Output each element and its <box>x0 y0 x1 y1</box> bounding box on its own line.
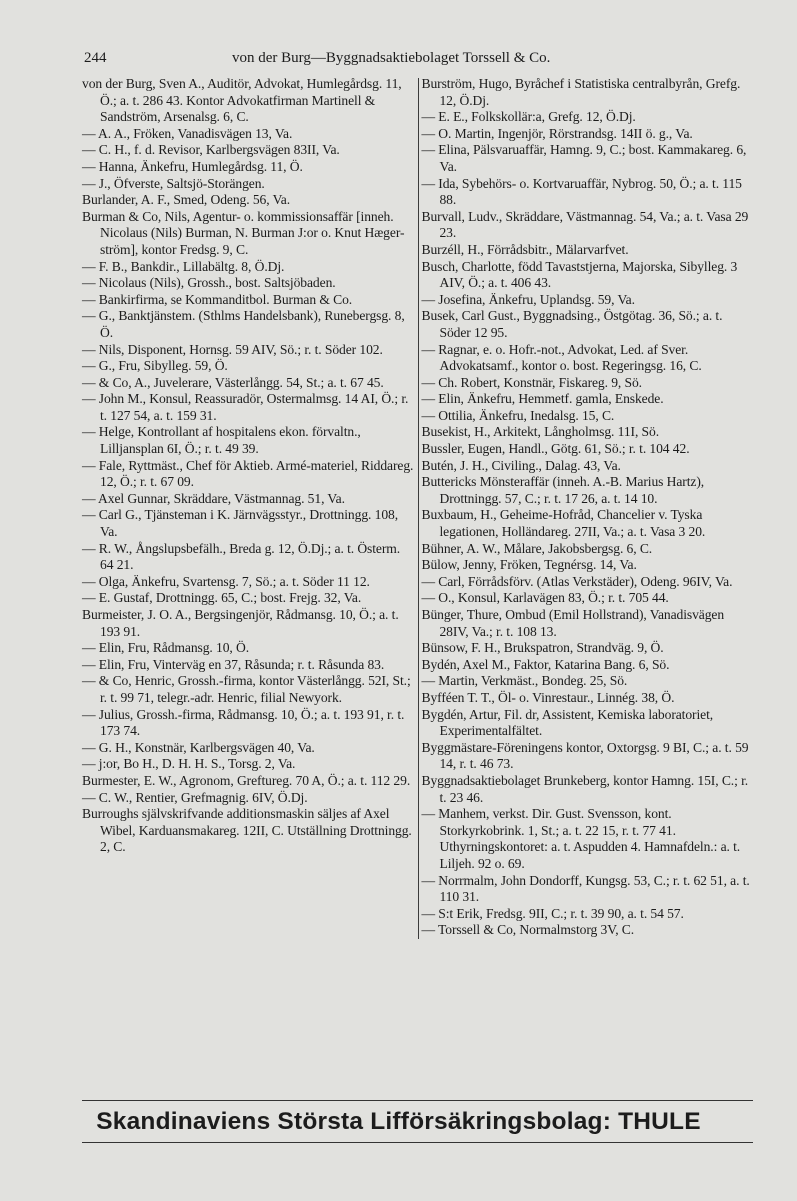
directory-entry: — Axel Gunnar, Skräddare, Västmannag. 51, Va. <box>82 490 345 506</box>
page-number: 244 <box>84 50 107 66</box>
directory-entry: — Manhem, verkst. Dir. Gust. Svensson, kont. Storkyrkobrink. 1, St.; a. t. 22 15, r. t. 77 41. Uthyrningskontoret: a. t. Aspudden 4. Hamnafdeln.: a. t. Liljeh. 92 o. 69. <box>421 806 741 871</box>
directory-entry: — & Co, A., Juvelerare, Västerlångg. 54, St.; a. t. 67 45. <box>82 374 384 390</box>
page-header <box>82 50 753 74</box>
directory-entry: — Josefina, Änkefru, Uplandsg. 59, Va. <box>421 291 635 307</box>
directory-entry: Burström, Hugo, Byråchef i Statistiska centralbyrån, Grefg. 12, Ö.Dj. <box>421 76 741 108</box>
directory-entry: — Olga, Änkefru, Svartensg. 7, Sö.; a. t. Söder 11 12. <box>82 573 370 589</box>
directory-entry: — J., Öfverste, Saltsjö-Storängen. <box>82 175 265 191</box>
directory-entry: — G., Fru, Sibylleg. 59, Ö. <box>82 358 228 374</box>
directory-entry: — C. W., Rentier, Grefmagnig. 6IV, Ö.Dj. <box>82 789 308 805</box>
banner-top-rule <box>82 1100 753 1101</box>
directory-entry: — G., Banktjänstem. (Sthlms Handelsbank), Runebergsg. 8, Ö. <box>82 308 405 340</box>
directory-entry: — Ragnar, e. o. Hofr.-not., Advokat, Led. af Sver. Advokatsamf., kontor o. bost. Regeringsg. 16, C. <box>421 341 702 374</box>
directory-entry: Bülow, Jenny, Fröken, Tegnérsg. 14, Va. <box>421 557 637 573</box>
directory-entry: Busek, Carl Gust., Byggnadsing., Östgötag. 36, Sö.; a. t. Söder 12 95. <box>421 308 723 340</box>
directory-entry: Bydén, Axel M., Faktor, Katarina Bang. 6, Sö. <box>421 656 670 672</box>
left-column <box>82 76 414 939</box>
directory-entry: — A. A., Fröken, Vanadisvägen 13, Va. <box>82 125 293 141</box>
directory-entry: Burlander, A. F., Smed, Odeng. 56, Va. <box>82 192 291 208</box>
directory-entry: Byggnadsaktiebolaget Brunkeberg, kontor Hamng. 15I, C.; r. t. 23 46. <box>421 772 749 805</box>
right-column <box>421 76 753 939</box>
directory-entry: Bünger, Thure, Ombud (Emil Hollstrand), Vanadisvägen 28IV, Va.; r. t. 108 13. <box>421 607 725 639</box>
directory-entry: — F. B., Bankdir., Lillabältg. 8, Ö.Dj. <box>82 258 285 274</box>
directory-entry: — R. W., Ångslupsbefälh., Breda g. 12, Ö.Dj.; a. t. Österm. 64 21. <box>82 540 401 573</box>
directory-entry: Byggmästare-Föreningens kontor, Oxtorgsg. 9 BI, C.; a. t. 59 14, r. t. 46 73. <box>421 739 749 772</box>
directory-entry: — Carl G., Tjänsteman i K. Järnvägsstyr., Drottningg. 108, Va. <box>82 507 399 540</box>
directory-entry: Bünsow, F. H., Brukspatron, Strandväg. 9, Ö. <box>421 640 664 656</box>
directory-entry: — Elin, Änkefru, Hemmetf. gamla, Enskede. <box>421 391 664 407</box>
directory-entry: — Ida, Sybehörs- o. Kortvaruaffär, Nybrog. 50, Ö.; a. t. 115 88. <box>421 175 742 208</box>
directory-entry: Burzéll, H., Förrådsbitr., Mälarvarfvet. <box>421 241 629 257</box>
directory-entry: Burmester, E. W., Agronom, Greftureg. 70 A, Ö.; a. t. 112 29. <box>82 772 411 788</box>
directory-entry: — Hanna, Änkefru, Humlegårdsg. 11, Ö. <box>82 158 303 174</box>
column-divider <box>418 78 419 939</box>
directory-entry: — E. Gustaf, Drottningg. 65, C.; bost. Frejg. 32, Va. <box>82 590 362 606</box>
directory-entry: — Elin, Fru, Rådmansg. 10, Ö. <box>82 640 250 656</box>
directory-entry: — Bankirfirma, se Kommanditbol. Burman & Co. <box>82 291 353 307</box>
directory-entry: — G. H., Konstnär, Karlbergsvägen 40, Va. <box>82 739 315 755</box>
directory-entry: Busekist, H., Arkitekt, Långholmsg. 11I, Sö. <box>421 424 659 440</box>
directory-entry: — & Co, Henric, Grossh.-firma, kontor Västerlångg. 52I, St.; r. t. 99 71, telegr.-adr. Henric, filial Newyork. <box>82 673 411 705</box>
directory-entry: — Julius, Grossh.-firma, Rådmansg. 10, Ö.; a. t. 193 91, r. t. 173 74. <box>82 706 405 739</box>
directory-entry: Buxbaum, H., Geheime-Hofråd, Chancelier v. Tyska legationen, Holländareg. 27II, Va.; a. t. Vasa 3 20. <box>421 507 706 540</box>
directory-entry: Bussler, Eugen, Handl., Götg. 61, Sö.; r. t. 104 42. <box>421 441 690 457</box>
directory-entry: Bühner, A. W., Målare, Jakobsbergsg. 6, C. <box>421 540 653 556</box>
directory-entry: — Nicolaus (Nils), Grossh., bost. Saltsjöbaden. <box>82 275 336 291</box>
directory-entry: — O. Martin, Ingenjör, Rörstrandsg. 14II ö. g., Va. <box>421 125 693 141</box>
directory-entry: — E. E., Folkskollär:a, Grefg. 12, Ö.Dj. <box>421 109 636 125</box>
directory-entry: — Martin, Verkmäst., Bondeg. 25, Sö. <box>421 673 628 689</box>
directory-entry: — Norrmalm, John Dondorff, Kungsg. 53, C.; r. t. 62 51, a. t. 110 31. <box>421 872 750 905</box>
directory-entry: — O., Konsul, Karlavägen 83, Ö.; r. t. 705 44. <box>421 590 669 606</box>
directory-entry: — Ch. Robert, Konstnär, Fiskareg. 9, Sö. <box>421 374 642 390</box>
directory-entry: Busch, Charlotte, född Tavaststjerna, Majorska, Sibylleg. 3 AIV, Ö.; a. t. 406 43. <box>421 258 738 291</box>
directory-entry: — j:or, Bo H., D. H. H. S., Torsg. 2, Va. <box>82 756 296 772</box>
directory-entry: — C. H., f. d. Revisor, Karlbergsvägen 83II, Va. <box>82 142 340 158</box>
directory-entry: — Helge, Kontrollant af hospitalens ekon. förvaltn., Lilljansplan 6I, Ö.; r. t. 49 39. <box>82 424 361 457</box>
directory-entry: — Ottilia, Änkefru, Inedalsg. 15, C. <box>421 407 615 423</box>
directory-entry: — John M., Konsul, Reassuradör, Ostermalmsg. 14 AI, Ö.; r. t. 127 54, a. t. 159 31. <box>82 391 409 423</box>
directory-entry: — Elin, Fru, Vinterväg en 37, Råsunda; r. t. Råsunda 83. <box>82 656 385 672</box>
directory-entry: Burvall, Ludv., Skräddare, Västmannag. 54, Va.; a. t. Vasa 29 23. <box>421 208 749 241</box>
directory-entry: Butén, J. H., Civiling., Dalag. 43, Va. <box>421 457 621 473</box>
banner-bottom-rule <box>82 1142 753 1143</box>
directory-entry: — Nils, Disponent, Hornsg. 59 AIV, Sö.; r. t. Söder 102. <box>82 341 383 357</box>
directory-entry: Bygdén, Artur, Fil. dr, Assistent, Kemiska laboratoriet, Experimentalfältet. <box>421 706 714 739</box>
directory-entry: Byfféen T. T., Öl- o. Vinrestaur., Linnég. 38, Ö. <box>421 689 675 705</box>
directory-entry: — Fale, Ryttmäst., Chef för Aktieb. Armé-materiel, Riddareg. 12, Ö.; r. t. 67 09. <box>82 457 414 490</box>
advertisement-banner: Skandinaviens Största Lifförsäkringsbolag: THULE <box>96 1108 701 1135</box>
directory-entry: Burman & Co, Nils, Agentur- o. kommissionsaffär [inneh. Nicolaus (Nils) Burman, N. Burman J:or o. Knut Hæger-ström], kontor Fredsg. 9, C. <box>82 208 405 257</box>
directory-entry: von der Burg, Sven A., Auditör, Advokat, Humlegårdsg. 11, Ö.; a. t. 286 43. Kontor Advokatfirman Martinell & Sandström, Arsenalsg. 6, C. <box>82 76 402 125</box>
directory-entry: — S:t Erik, Fredsg. 9II, C.; r. t. 39 90, a. t. 54 57. <box>421 905 684 921</box>
entry-columns <box>82 76 753 939</box>
directory-entry: — Elina, Pälsvaruaffär, Hamng. 9, C.; bost. Kammakareg. 6, Va. <box>421 142 747 174</box>
directory-entry: Burroughs självskrifvande additionsmaskin säljes af Axel Wibel, Karduansmakareg. 12II, C. Utställning Drottningg. 2, C. <box>82 806 412 855</box>
directory-entry: Buttericks Mönsteraffär (inneh. A.-B. Marius Hartz), Drottningg. 57, C.; r. t. 17 26, a. t. 14 10. <box>421 474 705 506</box>
directory-entry: Burmeister, J. O. A., Bergsingenjör, Rådmansg. 10, Ö.; a. t. 193 91. <box>82 607 399 639</box>
directory-entry: — Carl, Förrådsförv. (Atlas Verkstäder), Odeng. 96IV, Va. <box>421 573 733 589</box>
running-title: von der Burg—Byggnadsaktiebolaget Torssell & Co. <box>232 50 551 66</box>
directory-entry: — Torssell & Co, Normalmstorg 3V, C. <box>421 922 635 938</box>
